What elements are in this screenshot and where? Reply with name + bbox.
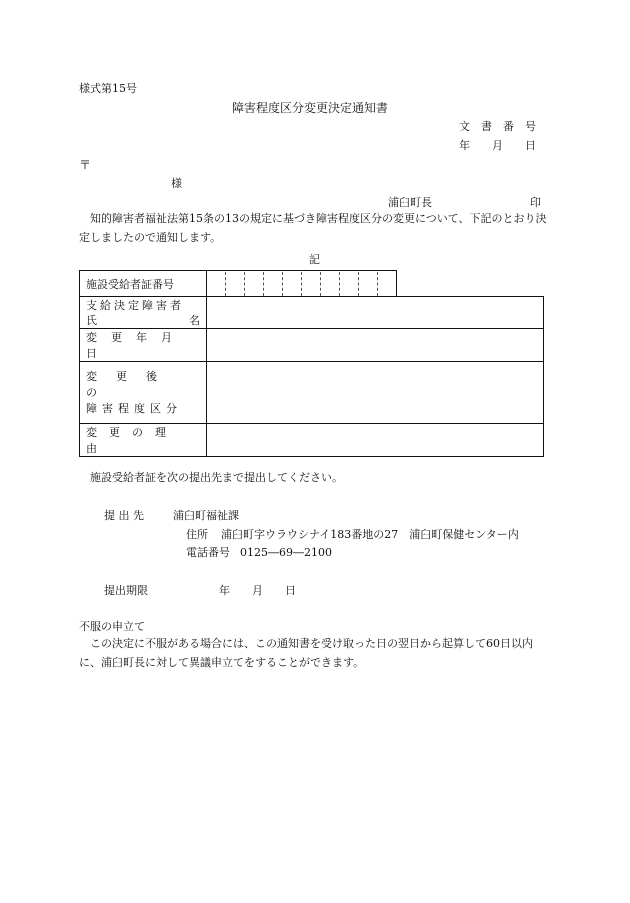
row-recipient-name [80, 297, 544, 329]
deadline-label: 提出期限 [104, 584, 148, 597]
submission-label: 提 出 先 [104, 509, 144, 522]
row-change-date [80, 329, 544, 362]
label-new-category: 変更後の 障害程度区分 [80, 362, 207, 424]
appeal-heading: 不服の申立て [79, 620, 145, 633]
digit-box [359, 272, 378, 296]
document-number-label: 文 書 番 号 [459, 120, 536, 133]
submission-office: 浦臼町福祉課 [173, 509, 239, 522]
submission-phone: 0125―69―2100 [240, 546, 332, 559]
address-label: 住所 [186, 528, 208, 541]
label-reason: 変更の理由 [80, 424, 207, 457]
document-title: 障害程度区分変更決定通知書 [232, 101, 389, 115]
ki-heading: 記 [309, 253, 320, 266]
recipient-name-field [207, 297, 544, 329]
label-certificate-number: 施設受給者証番号 [80, 271, 207, 297]
digit-box [321, 272, 340, 296]
issue-date: 年 月 日 [459, 139, 536, 152]
new-category-field [207, 362, 544, 424]
notice-body-text: 知的障害者福祉法第15条の13の規定に基づき障害程度区分の変更について、下記のとおり決定しましたので通知します。 [79, 212, 547, 244]
phone-label: 電話番号 [186, 546, 230, 559]
certificate-number-field [207, 271, 397, 297]
submission-instruction: 施設受給者証を次の提出先まで提出してください。 [90, 471, 343, 484]
row-new-category [80, 362, 544, 424]
digit-box [264, 272, 283, 296]
digit-box [283, 272, 302, 296]
digit-box [226, 272, 245, 296]
digit-box [245, 272, 264, 296]
digit-box [207, 272, 226, 296]
form-number: 様式第15号 [79, 82, 137, 95]
digit-box [302, 272, 321, 296]
seal-mark: 印 [530, 196, 541, 209]
change-date-field [207, 329, 544, 362]
appeal-text: この決定に不服がある場合には、この通知書を受け取った日の翌日から起算して60日以内に、浦臼町長に対して異議申立てをすることができます。 [79, 637, 533, 669]
honorific-sama: 様 [171, 177, 182, 190]
issuer-name: 浦臼町長 [388, 196, 432, 209]
digit-box [340, 272, 359, 296]
label-recipient-name: 支給決定障害者 氏 名 [80, 297, 207, 329]
row-reason [80, 424, 544, 457]
row-certificate-number [80, 271, 544, 297]
label-change-date: 変更年月日 [80, 329, 207, 362]
postal-mark: 〒 [79, 158, 92, 172]
reason-field [207, 424, 544, 457]
notice-table [79, 270, 544, 457]
deadline-date: 年 月 日 [219, 584, 296, 597]
digit-box [378, 272, 396, 296]
submission-address: 浦臼町字ウラウシナイ183番地の27 浦臼町保健センター内 [221, 528, 519, 541]
